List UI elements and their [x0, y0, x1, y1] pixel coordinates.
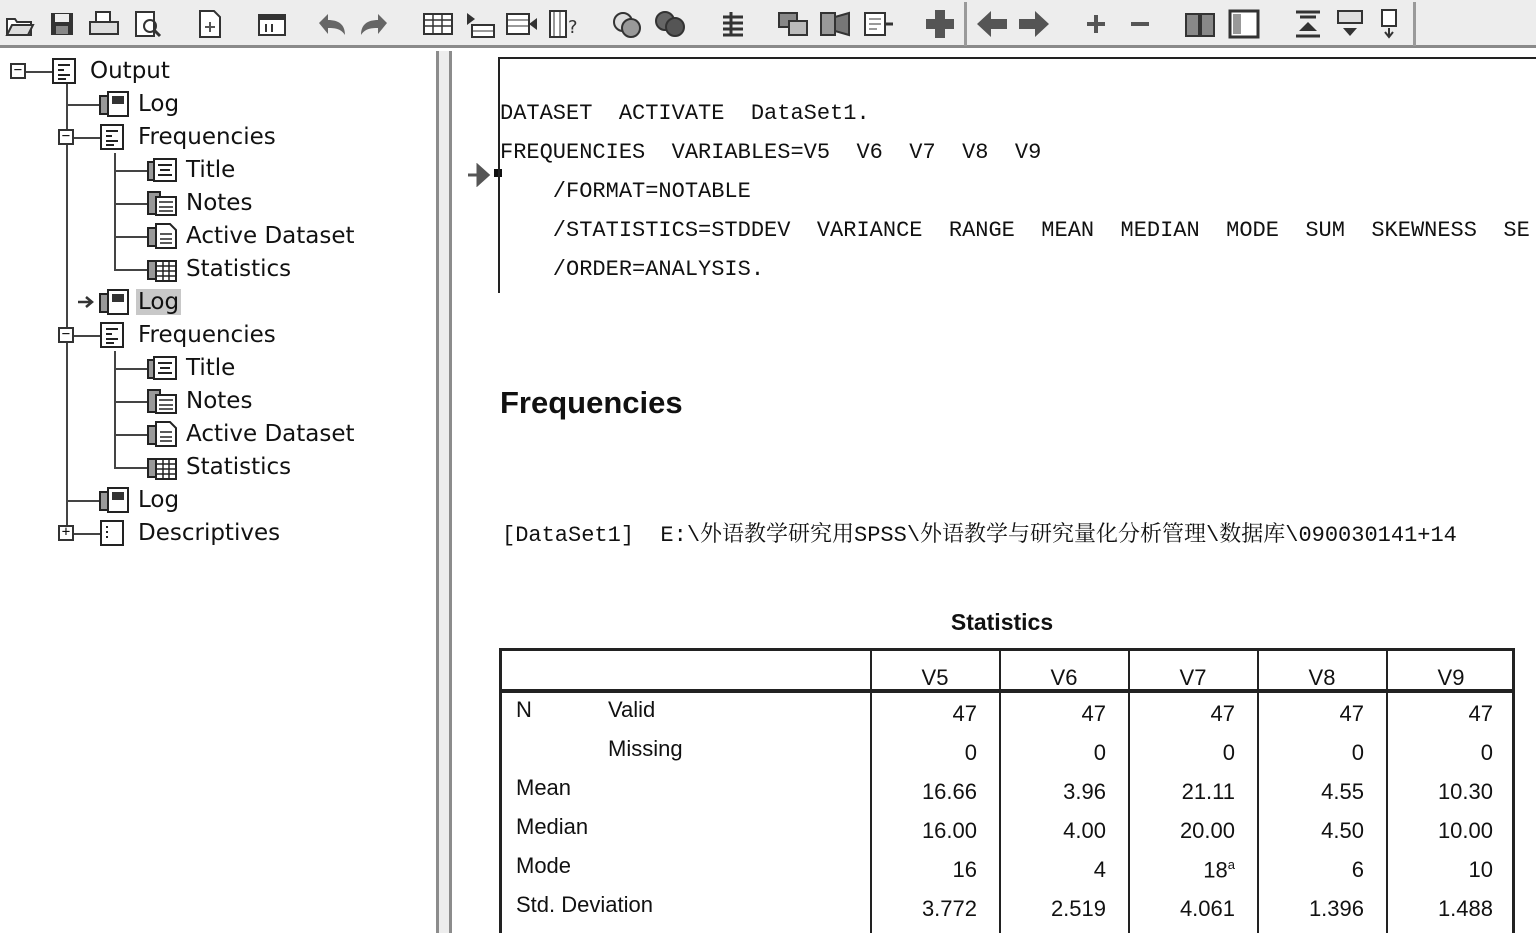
table-cell — [1129, 896, 1235, 922]
tree-line — [114, 368, 148, 370]
table-cell — [1129, 779, 1235, 805]
footnote-marker: a — [1227, 857, 1235, 872]
tree-node-label: Active Dataset — [186, 223, 355, 249]
row-label: Mode — [516, 853, 572, 878]
tree-node[interactable] — [146, 155, 237, 185]
frequencies-icon — [98, 123, 130, 151]
log-line: DATASET ACTIVATE DataSet1. — [500, 101, 870, 126]
cell-value: 0 — [1093, 740, 1106, 765]
demote-icon[interactable] — [1332, 6, 1368, 42]
tree-node[interactable] — [98, 320, 278, 350]
svg-text:?: ? — [568, 17, 578, 38]
log-line: /FORMAT=NOTABLE — [500, 179, 751, 204]
statistics-table[interactable] — [499, 648, 1515, 933]
collapse-icon[interactable] — [1122, 6, 1158, 42]
export-icon[interactable] — [192, 6, 228, 42]
tree-node[interactable] — [50, 56, 172, 86]
use-variable-sets-icon[interactable] — [610, 6, 646, 42]
tree-line — [114, 269, 148, 271]
cell-value: 10.30 — [1437, 779, 1493, 804]
table-cell — [1000, 779, 1106, 805]
title-icon — [146, 354, 178, 382]
cell-value: 4.55 — [1321, 779, 1364, 804]
tree-node-label: Statistics — [186, 454, 292, 480]
tree-node-label: Log — [138, 91, 180, 117]
table-cell — [1129, 701, 1235, 727]
tree-node[interactable] — [98, 518, 282, 548]
designate-window-icon[interactable] — [1372, 6, 1408, 42]
cell-value: 21.11 — [1181, 779, 1235, 804]
tree-line — [74, 137, 100, 139]
table-cell — [1000, 818, 1106, 844]
log-line: /ORDER=ANALYSIS. — [500, 257, 765, 282]
row-label: Mean — [516, 775, 572, 800]
column-header: V7 — [1179, 665, 1207, 690]
tree-line — [114, 434, 148, 436]
cell-value: 4.50 — [1321, 818, 1364, 843]
tree-line — [114, 203, 148, 205]
promote-icon[interactable] — [1290, 6, 1326, 42]
print-icon[interactable] — [86, 6, 122, 42]
descriptives-icon — [98, 519, 130, 547]
tree-node[interactable] — [146, 386, 254, 416]
goto-case-icon[interactable] — [462, 6, 498, 42]
log-icon — [98, 288, 130, 316]
cell-value: 16.00 — [921, 818, 977, 843]
insert-output-icon[interactable] — [860, 6, 896, 42]
output-heading[interactable]: Frequencies — [500, 385, 683, 420]
statistics-icon — [146, 453, 178, 481]
print-preview-icon[interactable] — [130, 6, 166, 42]
weight-cases-icon[interactable] — [776, 6, 812, 42]
cell-value: 47 — [1210, 701, 1235, 726]
tree-node[interactable] — [146, 452, 293, 482]
forward-icon[interactable] — [1016, 6, 1052, 42]
cell-value: 2.519 — [1050, 896, 1106, 921]
outline-tree — [0, 51, 436, 933]
tree-node-label: Title — [186, 157, 236, 183]
notes-icon — [146, 189, 178, 217]
cell-value: 20.00 — [1179, 818, 1235, 843]
table-cell — [1000, 740, 1106, 766]
table-cell — [871, 779, 977, 805]
tree-node-label: Title — [186, 355, 236, 381]
output-book-icon — [50, 57, 82, 85]
column-header: V8 — [1308, 665, 1336, 690]
current-position-arrow-icon — [78, 295, 100, 309]
table-cell — [1387, 857, 1493, 883]
cell-value: 4 — [1093, 857, 1106, 882]
tree-node-label: Notes — [186, 190, 253, 216]
show-all-variables-icon[interactable] — [652, 6, 688, 42]
tree-line — [74, 335, 100, 337]
table-cell — [871, 818, 977, 844]
table-cell — [1258, 701, 1364, 727]
table-cell — [1000, 701, 1106, 727]
title-icon — [146, 156, 178, 184]
add-icon[interactable] — [922, 6, 958, 42]
tree-line — [114, 236, 148, 238]
tree-node-label: Frequencies — [138, 124, 276, 150]
expand-toggle[interactable]: + — [58, 525, 74, 541]
open-icon[interactable] — [2, 6, 38, 42]
cell-value: 10 — [1468, 857, 1493, 882]
tree-line — [114, 467, 148, 469]
table-cell — [1258, 740, 1364, 766]
select-cases-icon[interactable] — [714, 6, 750, 42]
table-cell — [1129, 857, 1235, 883]
split-file-icon[interactable] — [818, 6, 854, 42]
active-dataset-icon — [146, 420, 178, 448]
expand-icon[interactable] — [1078, 6, 1114, 42]
cell-value: 16 — [952, 857, 977, 882]
tree-node-label: Notes — [186, 388, 253, 414]
column-header: V9 — [1437, 665, 1465, 690]
insert-results-icon[interactable] — [254, 6, 290, 42]
tree-node-label: Frequencies — [138, 322, 276, 348]
table-cell — [1387, 701, 1493, 727]
table-cell — [1387, 740, 1493, 766]
row-label: N — [516, 697, 532, 722]
toolbar — [0, 0, 1536, 48]
column-header: V5 — [921, 665, 949, 690]
log-icon — [98, 90, 130, 118]
cell-value: 4.061 — [1179, 896, 1235, 921]
row-sublabel: Missing — [608, 736, 683, 761]
toolbar-separator — [964, 2, 967, 46]
table-cell — [1258, 857, 1364, 883]
dataset-path: [DataSet1] E:\外语教学研究用SPSS\外语教学与研究量化分析管理\数据库\090030141+14 — [502, 523, 1457, 548]
table-title: Statistics — [950, 609, 1054, 635]
tree-line — [74, 533, 100, 535]
tree-line — [114, 170, 148, 172]
tree-line — [66, 500, 100, 502]
active-dataset-icon — [146, 222, 178, 250]
collapse-toggle[interactable]: − — [10, 63, 26, 79]
cell-value: 47 — [1081, 701, 1106, 726]
cell-value: 1.488 — [1437, 896, 1493, 921]
tree-node-label: Statistics — [186, 256, 292, 282]
table-cell — [1387, 779, 1493, 805]
row-sublabel: Valid — [608, 697, 656, 722]
log-line: FREQUENCIES VARIABLES=V5 V6 V7 V8 V9 — [500, 140, 1042, 165]
table-cell — [1000, 896, 1106, 922]
tree-node-label: Log — [138, 289, 180, 315]
save-icon[interactable] — [44, 6, 80, 42]
tree-node-label: Descriptives — [138, 520, 281, 546]
tree-node[interactable] — [146, 419, 357, 449]
cell-value: 47 — [1468, 701, 1493, 726]
cell-value: 4.00 — [1063, 818, 1106, 843]
tree-line — [26, 71, 52, 73]
cell-value: 0 — [1480, 740, 1493, 765]
tree-node[interactable] — [98, 122, 278, 152]
row-label: Median — [516, 814, 589, 839]
table-cell — [1000, 857, 1106, 883]
cell-value: 6 — [1351, 857, 1364, 882]
column-header: V6 — [1050, 665, 1078, 690]
goto-variable-icon[interactable] — [504, 6, 540, 42]
cell-value: 3.772 — [921, 896, 977, 921]
tree-node[interactable] — [98, 89, 181, 119]
undo-icon[interactable] — [314, 6, 350, 42]
toolbar-separator — [1413, 2, 1416, 46]
table-cell — [1129, 740, 1235, 766]
table-cell — [1129, 818, 1235, 844]
cell-value: 1.396 — [1308, 896, 1364, 921]
cell-value: 3.96 — [1063, 779, 1106, 804]
tree-node-label: Output — [90, 58, 170, 84]
current-item-arrow-icon — [466, 163, 496, 187]
tree-node[interactable] — [146, 353, 237, 383]
tree-node[interactable] — [146, 254, 293, 284]
cell-value: 0 — [1222, 740, 1235, 765]
tree-node[interactable] — [146, 188, 254, 218]
table-cell — [871, 857, 977, 883]
cell-value: 47 — [952, 701, 977, 726]
log-icon — [98, 486, 130, 514]
statistics-icon — [146, 255, 178, 283]
cell-value: 0 — [964, 740, 977, 765]
collapse-toggle[interactable]: − — [58, 129, 74, 145]
table-cell — [1387, 896, 1493, 922]
table-cell — [871, 740, 977, 766]
table-cell — [871, 896, 977, 922]
tree-node-label: Log — [138, 487, 180, 513]
back-icon[interactable] — [974, 6, 1010, 42]
cell-value: 10.00 — [1437, 818, 1493, 843]
cell-value: 16.66 — [921, 779, 977, 804]
tree-node[interactable] — [98, 485, 181, 515]
tree-line — [66, 104, 100, 106]
redo-icon[interactable] — [356, 6, 392, 42]
table-cell — [871, 701, 977, 727]
tree-line — [114, 401, 148, 403]
cell-value: 0 — [1351, 740, 1364, 765]
frequencies-icon — [98, 321, 130, 349]
output-contents-pane — [452, 51, 1536, 933]
variables-icon[interactable] — [546, 6, 582, 42]
table-cell — [1258, 779, 1364, 805]
table-cell — [1258, 818, 1364, 844]
collapse-toggle[interactable]: − — [58, 327, 74, 343]
table-cell — [1387, 818, 1493, 844]
table-cell — [1258, 896, 1364, 922]
log-line: /STATISTICS=STDDEV VARIANCE RANGE MEAN MEDIAN MODE SUM SKEWNESS SE — [500, 218, 1530, 243]
pane-splitter[interactable] — [436, 51, 452, 933]
notes-icon — [146, 387, 178, 415]
tree-node-label: Active Dataset — [186, 421, 355, 447]
row-label: Std. Deviation — [516, 892, 653, 917]
cell-value: 18 — [1203, 857, 1228, 883]
show-icon[interactable] — [1182, 6, 1218, 42]
goto-data-icon[interactable] — [420, 6, 456, 42]
tree-node[interactable] — [98, 287, 181, 317]
hide-icon[interactable] — [1226, 6, 1262, 42]
tree-node[interactable] — [146, 221, 357, 251]
cell-value: 47 — [1339, 701, 1364, 726]
